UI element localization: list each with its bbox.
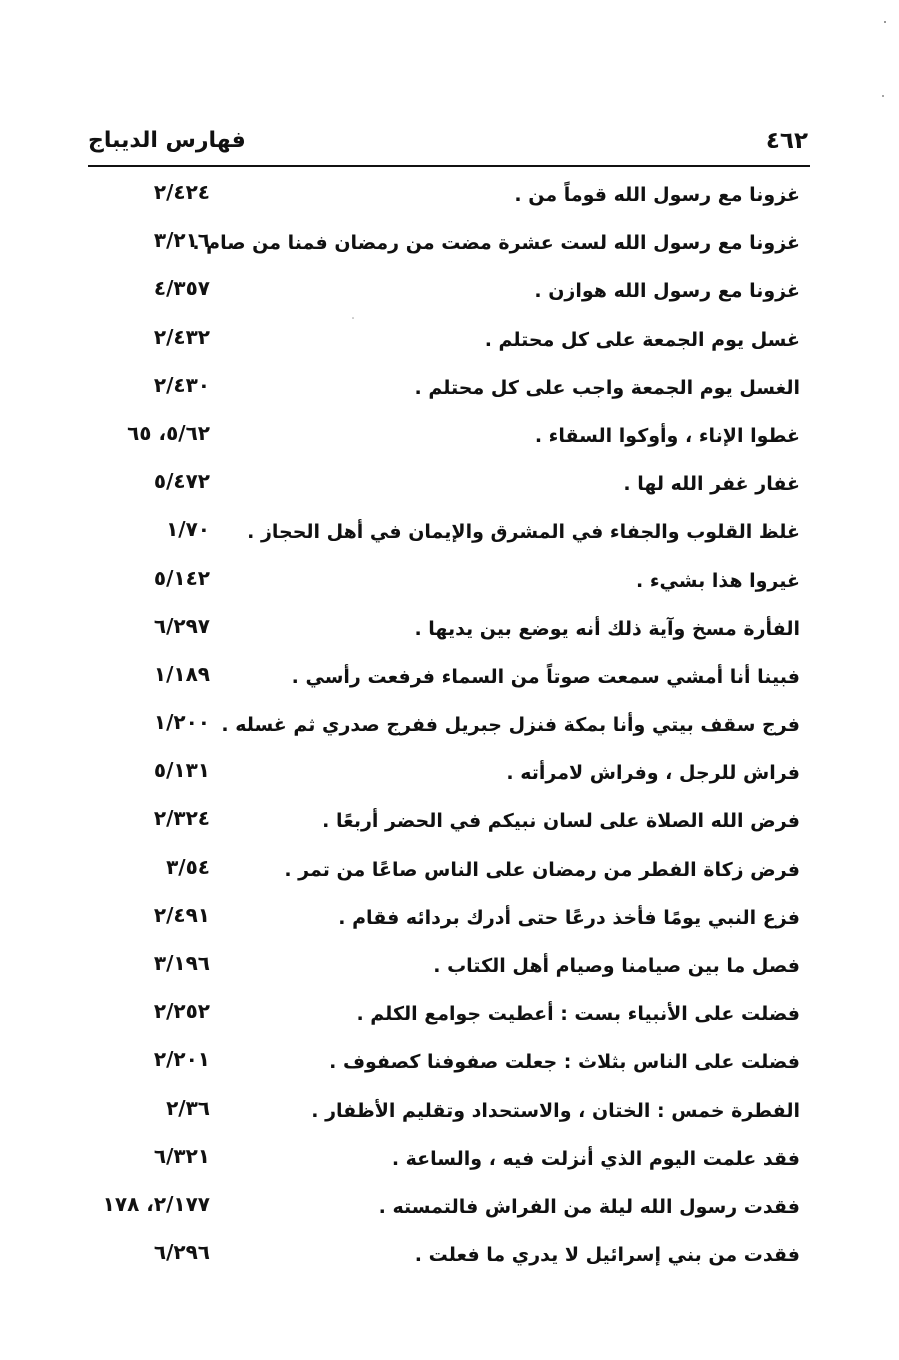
volume-page-reference: ٣/١٩٦	[153, 951, 210, 975]
index-entry	[80, 754, 800, 802]
index-entry	[80, 417, 800, 465]
volume-page-reference: ١/١٨٩	[153, 661, 210, 686]
hadith-text: الغسل يوم الجمعة واجب على كل محتلم .	[414, 376, 800, 399]
index-entry	[80, 321, 800, 369]
index-entry	[80, 1092, 800, 1140]
index-entry	[80, 1043, 800, 1091]
volume-page-reference: ٥/٦٢، ٦٥	[127, 420, 210, 445]
index-entry	[80, 1188, 800, 1236]
hadith-text: الفطرة خمس : الختان ، والاستحداد وتقليم الأظفار .	[311, 1099, 800, 1122]
hadith-text: الفأرة مسخ وآية ذلك أنه يوضع بين يديها .	[414, 617, 800, 640]
header-rule	[88, 165, 810, 167]
index-entry	[80, 176, 800, 224]
hadith-text: فقد علمت اليوم الذي أنزلت فيه ، والساعة .	[391, 1147, 800, 1170]
index-entry	[80, 1236, 800, 1284]
volume-page-reference: ٤/٣٥٧	[153, 276, 210, 301]
volume-page-reference: ٦/٣٢١	[153, 1143, 210, 1168]
volume-page-reference: ٣/٥٤	[166, 854, 210, 879]
index-entry	[80, 947, 800, 995]
index-entry	[80, 995, 800, 1043]
volume-page-reference: ٢/١٧٧، ١٧٨	[102, 1191, 210, 1216]
running-title: فهارس الديباج	[88, 128, 246, 153]
volume-page-reference: ٢/٤٣٢	[153, 324, 210, 349]
volume-page-reference: ٥/١٣١	[153, 758, 210, 783]
volume-page-reference: ١/٢٠٠	[153, 710, 210, 735]
volume-page-reference: ٢/٢٥٢	[153, 999, 210, 1024]
index-entry	[80, 1140, 800, 1188]
index-entry	[80, 802, 800, 850]
hadith-text: فرج سقف بيتي وأنا بمكة فنزل جبريل ففرج صدري ثم غسله .	[221, 714, 800, 737]
hadith-text: فرض زكاة الفطر من رمضان على الناس صاعًا من تمر .	[284, 858, 800, 881]
hadith-text: فرض الله الصلاة على لسان نبيكم في الحضر أربعًا .	[322, 810, 800, 833]
hadith-text: فصل ما بين صيامنا وصيام أهل الكتاب .	[433, 955, 800, 977]
hadith-text: غزونا مع رسول الله هوازن .	[534, 280, 800, 303]
index-entry	[80, 706, 800, 754]
volume-page-reference: ٢/٤٩١	[153, 902, 210, 927]
index-entry	[80, 851, 800, 899]
volume-page-reference: ٦/٢٩٦	[153, 1240, 210, 1265]
volume-page-reference: ٣/٢١٦	[153, 228, 210, 253]
volume-page-reference: ٥/٤٧٢	[153, 469, 210, 494]
hadith-text: غطوا الإناء ، وأوكوا السقاء .	[534, 424, 800, 447]
hadith-text: غلظ القلوب والجفاء في المشرق والإيمان في أهل الحجاز .	[247, 521, 800, 544]
volume-page-reference: ٢/٤٢٤	[153, 180, 210, 204]
volume-page-reference: ٢/٤٣٠	[153, 372, 210, 397]
index-entry	[80, 369, 800, 417]
volume-page-reference: ١/٧٠	[166, 517, 210, 542]
index-entry	[80, 562, 800, 610]
hadith-text: غزونا مع رسول الله قوماً من .	[514, 184, 800, 206]
index-entry	[80, 224, 800, 272]
hadith-text: غيروا هذا بشيء .	[635, 569, 800, 592]
index-entry	[80, 465, 800, 513]
index-entry	[80, 658, 800, 706]
hadith-index-list	[80, 176, 800, 1284]
volume-page-reference: ٢/٣٦	[166, 1095, 210, 1120]
index-entry	[80, 272, 800, 320]
hadith-text: فبينا أنا أمشي سمعت صوتاً من السماء فرفعت رأسي .	[291, 665, 800, 688]
hadith-text: فضلت على الناس بثلاث : جعلت صفوفنا كصفوف .	[329, 1051, 800, 1074]
volume-page-reference: ٦/٢٩٧	[153, 613, 210, 638]
index-entry	[80, 513, 800, 561]
index-entry	[80, 610, 800, 658]
hadith-text: غزونا مع رسول الله لست عشرة مضت من رمضان فمنا من صام .	[192, 232, 800, 255]
hadith-text: فضلت على الأنبياء بست : أعطيت جوامع الكلم .	[356, 1003, 800, 1026]
page-header	[88, 128, 808, 164]
volume-page-reference: ٢/٢٠١	[153, 1047, 210, 1072]
volume-page-reference: ٥/١٤٢	[153, 565, 210, 590]
hadith-text: فزع النبي يومًا فأخذ درعًا حتى أدرك بردائه فقام .	[338, 906, 800, 929]
hadith-text: فراش للرجل ، وفراش لامرأته .	[506, 762, 800, 785]
index-entry	[80, 899, 800, 947]
hadith-text: غفار غفر الله لها .	[623, 473, 800, 496]
hadith-text: فقدت من بني إسرائيل لا يدري ما فعلت .	[414, 1244, 800, 1267]
page-number: ٤٦٢	[765, 128, 808, 154]
volume-page-reference: ٢/٣٢٤	[153, 806, 210, 831]
hadith-text: غسل يوم الجمعة على كل محتلم .	[484, 328, 800, 351]
hadith-text: فقدت رسول الله ليلة من الفراش فالتمسته .	[378, 1195, 800, 1218]
